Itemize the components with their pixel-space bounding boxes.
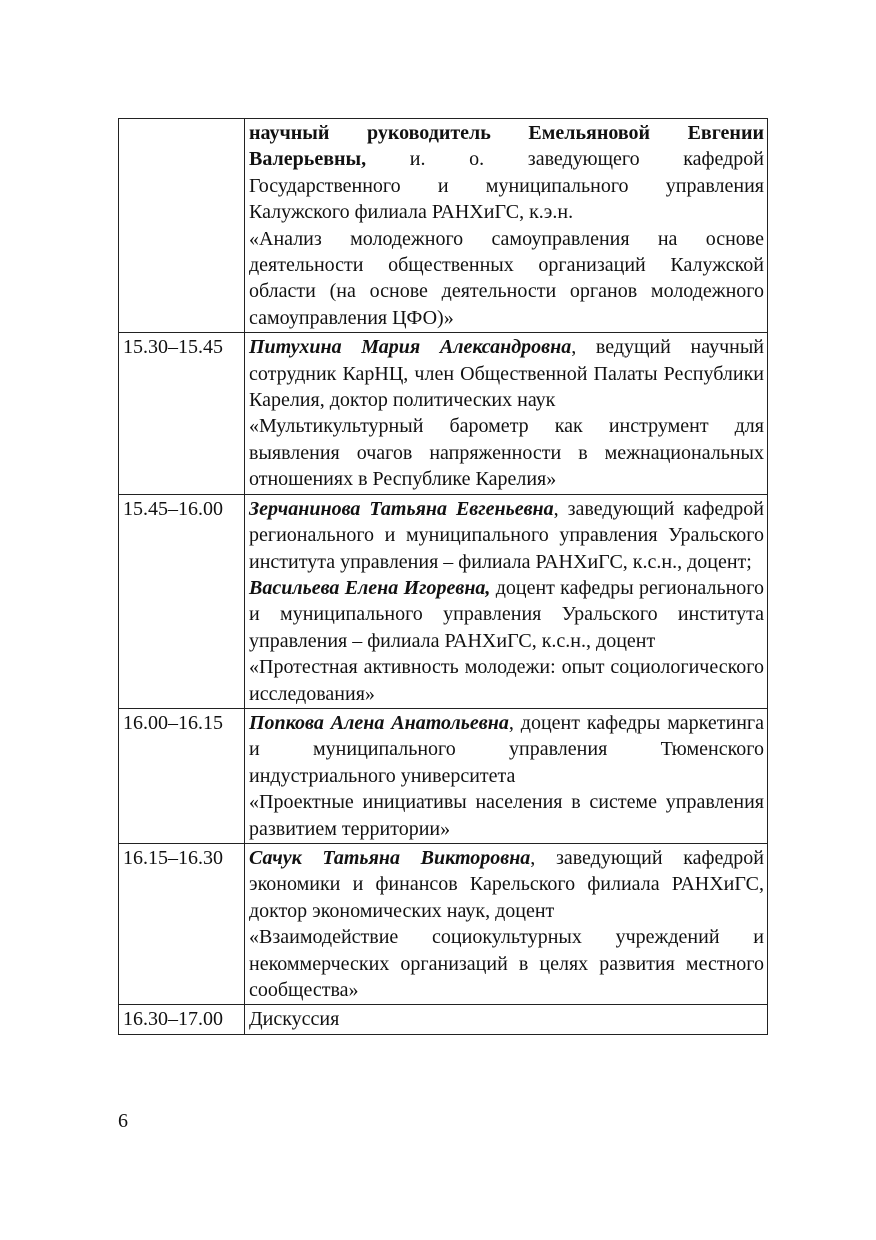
table-row bbox=[119, 843, 768, 1004]
content-cell bbox=[245, 708, 768, 843]
talk-title: «Проектные инициативы населения в системе управления развитием территории» bbox=[249, 791, 764, 840]
time-cell: 16.30–17.00 bbox=[119, 1005, 245, 1034]
speaker-name: научный руководитель Емельяновой Евгении Валерьевны, bbox=[249, 122, 764, 171]
content-cell bbox=[245, 494, 768, 708]
speaker-paragraph bbox=[249, 120, 764, 226]
talk-title: «Анализ молодежного самоуправления на основе деятельности общественных организаций Калужской области (на основе деятельности органов молодежного самоуправления ЦФО)» bbox=[249, 227, 764, 329]
speaker-paragraph bbox=[249, 334, 764, 413]
speaker-info: доцент кафедры регионального и муниципального управления Уральского института управления – филиала РАНХиГС, к.с.н., доцент bbox=[249, 576, 764, 652]
speaker-paragraph bbox=[249, 575, 764, 654]
content-cell bbox=[245, 843, 768, 1004]
content-cell bbox=[245, 333, 768, 494]
speaker-info: , ведущий научный сотрудник КарНЦ, член Общественной Палаты Республики Карелия, доктор политических наук bbox=[249, 336, 764, 412]
talk-title: «Протестная активность молодежи: опыт социологического исследования» bbox=[249, 656, 764, 705]
talk-title: «Взаимодействие социокультурных учреждений и некоммерческих организаций в целях развития местного сообщества» bbox=[249, 926, 764, 1001]
speaker-paragraph bbox=[249, 496, 764, 575]
content-cell bbox=[245, 1005, 768, 1034]
speaker-paragraph bbox=[249, 845, 764, 924]
table-row bbox=[119, 708, 768, 843]
speaker-info: и. о. заведующего кафедрой Государственного и муниципального управления Калужского филиала РАНХиГС, к.э.н. bbox=[249, 148, 764, 224]
talk-title: «Мультикультурный барометр как инструмент для выявления очагов напряженности в межнациональных отношениях в Республике Карелия» bbox=[249, 415, 764, 491]
time-cell: 16.00–16.15 bbox=[119, 708, 245, 843]
speaker-name: Попкова Алена Анатольевна bbox=[249, 711, 509, 734]
speaker-name: Питухина Мария Александровна bbox=[249, 336, 572, 359]
time-cell: 15.30–15.45 bbox=[119, 333, 245, 494]
table-row bbox=[119, 494, 768, 708]
speaker-paragraph bbox=[249, 710, 764, 789]
page-number: 6 bbox=[118, 1110, 128, 1132]
speaker-info: , заведующий кафедрой экономики и финансов Карельского филиала РАНХиГС, доктор экономических наук, доцент bbox=[249, 846, 764, 922]
time-cell bbox=[119, 119, 245, 333]
speaker-name: Васильева Елена Игоревна, bbox=[249, 576, 491, 599]
discussion-label: Дискуссия bbox=[249, 1008, 340, 1031]
speaker-name: Зерчанинова Татьяна Евгеньевна bbox=[249, 497, 554, 520]
speaker-info: , доцент кафедры маркетинга и муниципального управления Тюменского индустриального университета bbox=[249, 711, 764, 787]
time-cell: 16.15–16.30 bbox=[119, 843, 245, 1004]
content-cell bbox=[245, 119, 768, 333]
speaker-name: Сачук Татьяна Викторовна bbox=[249, 846, 531, 869]
program-table bbox=[118, 118, 768, 1035]
table-row bbox=[119, 333, 768, 494]
table-row bbox=[119, 119, 768, 333]
speaker-info: , заведующий кафедрой регионального и муниципального управления Уральского института управления – филиала РАНХиГС, к.с.н., доцент; bbox=[249, 497, 764, 573]
time-cell: 15.45–16.00 bbox=[119, 494, 245, 708]
table-row bbox=[119, 1005, 768, 1034]
